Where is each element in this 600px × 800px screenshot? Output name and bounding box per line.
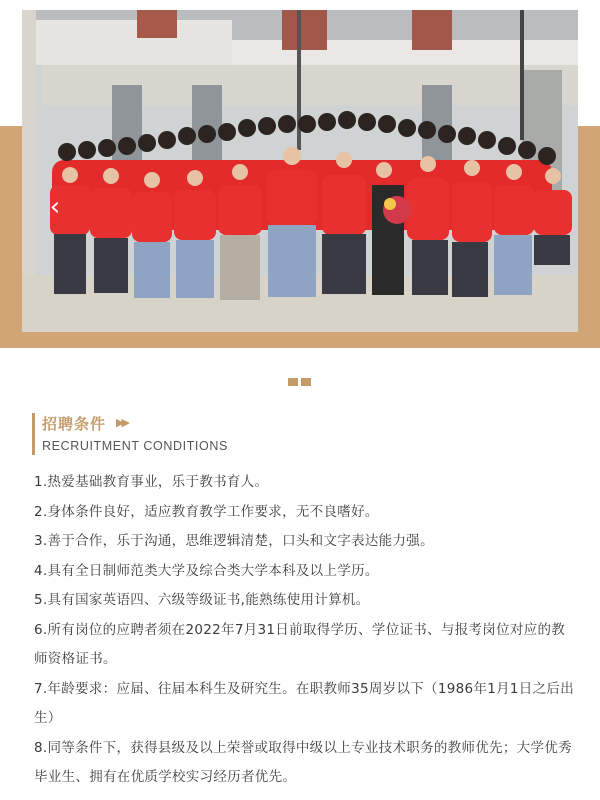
section-title: 招聘条件 (42, 415, 107, 433)
condition-item: 5.具有国家英语四、六级等级证书,能熟练使用计算机。 (34, 592, 370, 608)
condition-item: 6.所有岗位的应聘者须在2022年7月31日前取得学历、学位证书、与报考岗位对应的教师资格证书。 (34, 621, 566, 667)
carousel-dot[interactable] (288, 378, 298, 386)
condition-item: 8.同等条件下，获得县级及以上荣誉或取得中级以上专业技术职务的教师优先；大学优秀毕业生、拥有在优质学校实习经历者优先。 (34, 739, 572, 785)
double-chevron-right-icon: ▶▶ (116, 416, 127, 429)
section-accent-bar (32, 413, 35, 455)
condition-item: 3.善于合作，乐于沟通，思维逻辑清楚，口头和文字表达能力强。 (34, 533, 434, 549)
condition-item: 1.热爱基础教育事业，乐于教书育人。 (34, 474, 269, 490)
condition-item: 2.身体条件良好，适应教育教学工作要求，无不良嗜好。 (34, 503, 379, 520)
section-header (32, 413, 572, 455)
condition-item: 4.具有全日制师范类大学及综合类大学本科及以上学历。 (34, 562, 379, 579)
carousel-indicator (288, 378, 311, 386)
chevron-left-icon[interactable]: ‹ (49, 192, 61, 222)
carousel-dot[interactable] (301, 378, 311, 386)
section-subtitle: RECRUITMENT CONDITIONS (42, 439, 228, 453)
group-photo (22, 10, 578, 332)
condition-item: 7.年龄要求：应届、往届本科生及研究生。在职教师35周岁以下（1986年1月1日之后出生） (34, 680, 574, 726)
conditions-list (34, 468, 574, 793)
